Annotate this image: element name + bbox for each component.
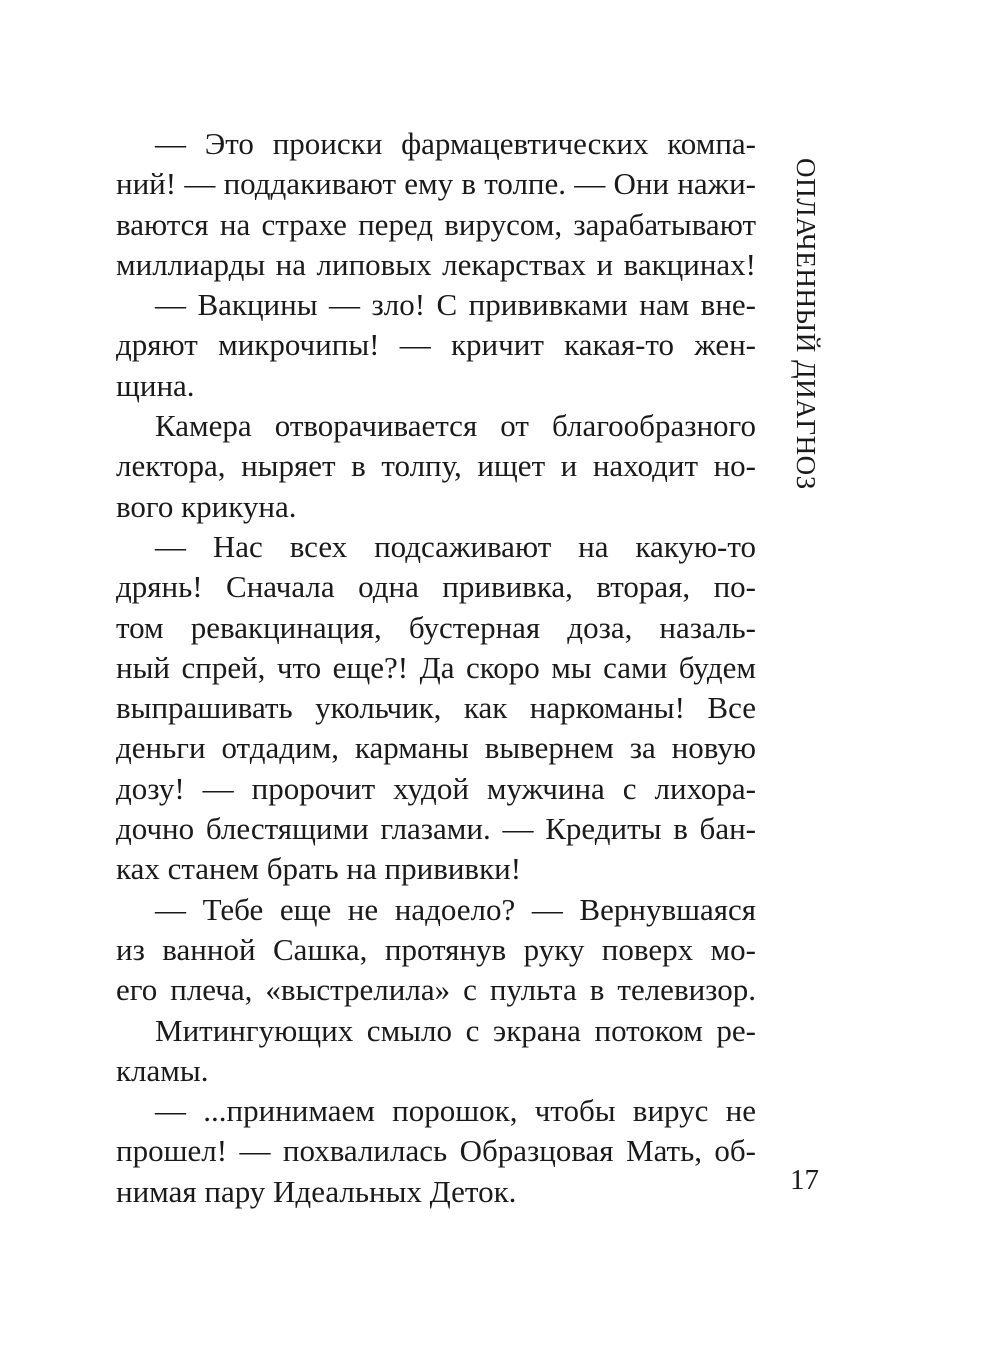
- text-line: лектора, ныряет в толпу, ищет и находит но-: [116, 448, 756, 484]
- text-line: кламы.: [116, 1052, 209, 1088]
- text-line: нимая пару Идеальных Деток.: [116, 1173, 517, 1209]
- text-line: ках станем брать на прививки!: [116, 851, 522, 887]
- text-line: деньги отдадим, карманы вывернем за новую: [116, 730, 756, 766]
- text-line: вого крикуна.: [116, 488, 297, 524]
- text-line: прошел! — похвалилась Образцовая Мать, об-: [116, 1133, 756, 1169]
- text-line: Митингующих смыло с экрана потоком ре-: [155, 1012, 756, 1048]
- text-line: щина.: [116, 367, 195, 403]
- body-text: [116, 124, 756, 1212]
- text-line: — Вакцины — зло! С прививками нам вне-: [155, 287, 756, 323]
- text-line: из ванной Сашка, протянув руку поверх мо-: [116, 931, 756, 967]
- text-line: дрянь! Сначала одна прививка, вторая, по-: [116, 569, 756, 605]
- running-header: ОПЛАЧЕННЫЙ ДИАГНОЗ: [791, 158, 821, 490]
- text-line: выпрашивать укольчик, как наркоманы! Все: [116, 690, 756, 726]
- text-line: его плеча, «выстрелила» с пульта в телевизор.: [116, 972, 756, 1008]
- text-line: — Это происки фармацевтических компа-: [155, 126, 756, 161]
- text-line: — Нас всех подсаживают на какую-то: [155, 528, 756, 564]
- text-line: ный спрей, что еще?! Да скоро мы сами будем: [116, 649, 756, 685]
- text-line: дряют микрочипы! — кричит какая-то жен-: [116, 327, 756, 363]
- text-line: ваются на страхе перед вирусом, зарабатывают: [116, 206, 756, 242]
- text-line: Камера отворачивается от благообразного: [155, 408, 756, 444]
- text-line: — ...принимаем порошок, чтобы вирус не: [155, 1093, 756, 1129]
- text-line: дочно блестящими глазами. — Кредиты в бан-: [116, 811, 756, 847]
- text-line: — Тебе еще не надоело? — Вернувшаяся: [155, 891, 756, 927]
- text-line: ний! — поддакивают ему в толпе. — Они нажи-: [116, 166, 756, 202]
- text-line: дозу! — пророчит худой мужчина с лихора-: [116, 770, 756, 806]
- page-number: 17: [790, 1164, 819, 1196]
- text-line: том ревакцинация, бустерная доза, назаль-: [116, 609, 756, 645]
- text-line: миллиарды на липовых лекарствах и вакцинах!: [116, 246, 756, 282]
